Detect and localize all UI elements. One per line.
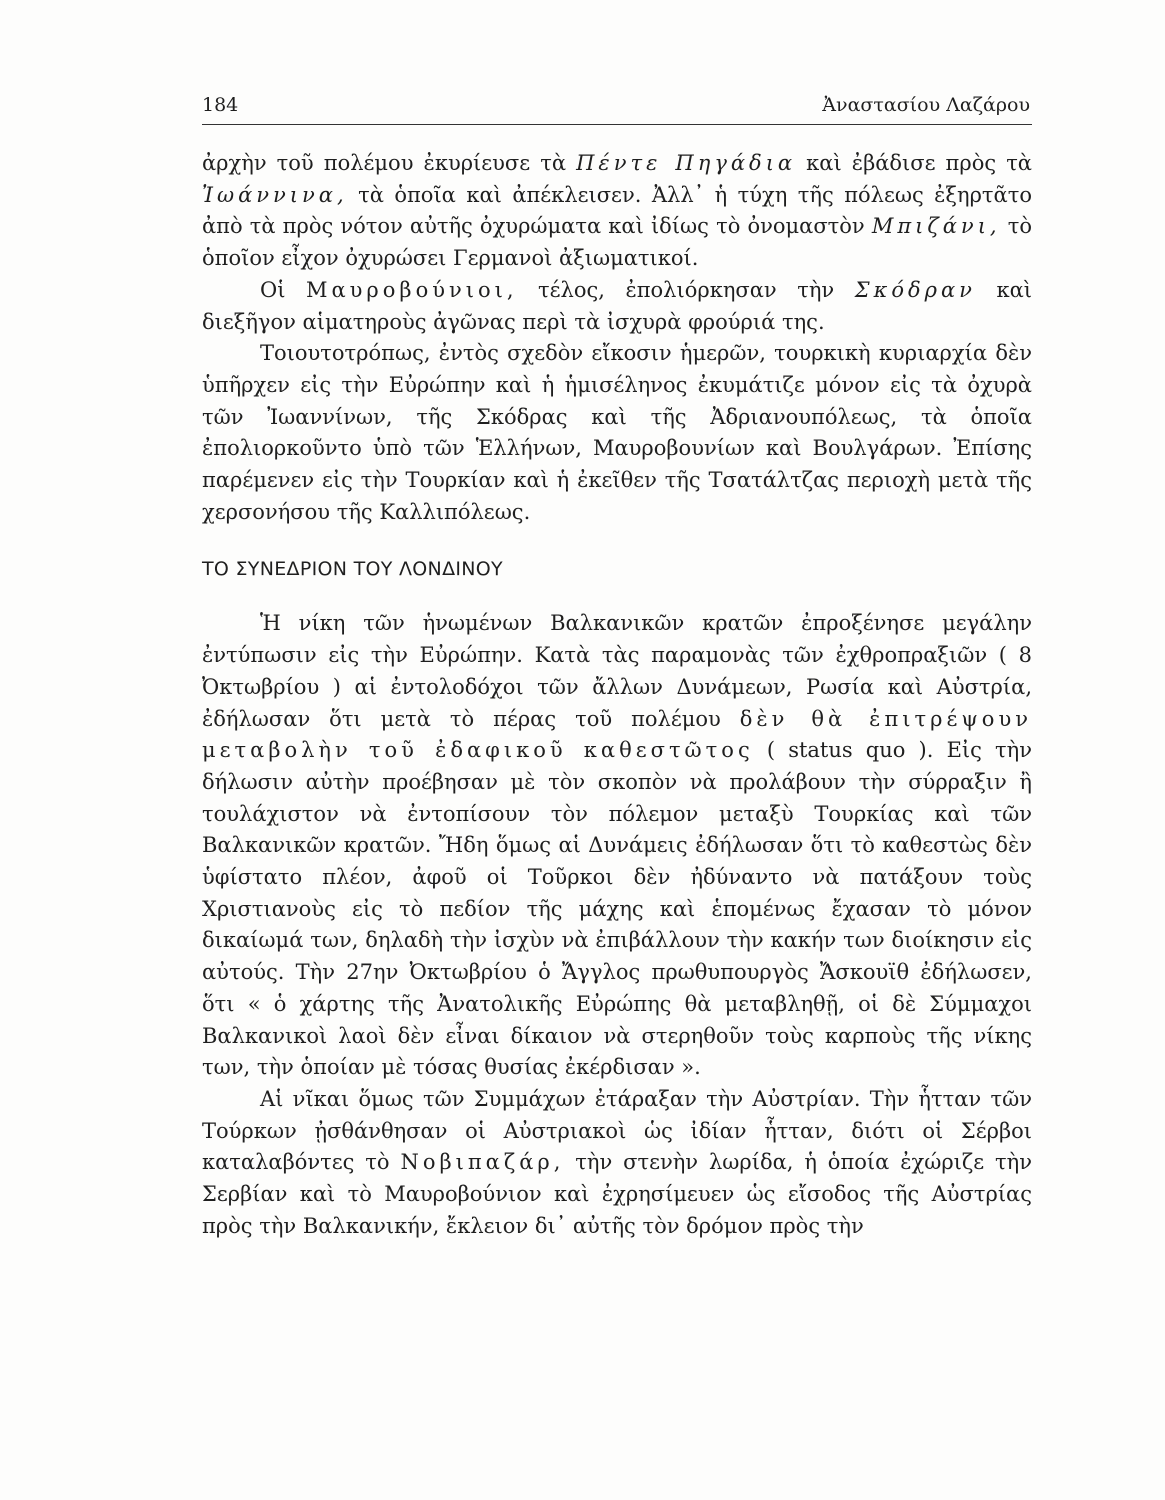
text-run: Οἱ [260,277,306,302]
emphasis-novipazar: Νοβιπαζάρ, [400,1150,565,1175]
paragraph-4 [202,608,1032,1084]
paragraph-1 [202,148,1032,275]
text-run: καὶ διεξῆγον αἱματηροὺς ἀγῶνας περὶ τὰ ἰσχυρὰ φρούριά της. [202,277,1032,334]
page-number: 184 [202,94,239,116]
running-header [202,88,1032,125]
text-run: Αἱ νῖκαι ὅμως τῶν Συμμάχων ἐτάραξαν τὴν Αὐστρίαν. Τὴν ἧτταν τῶν Τούρκων ᾐσθάνθησαν οἱ Αὐστριακοὶ ὡς ἰδίαν ἧτταν, διότι οἱ Σέρβοι καταλαβόντες τὸ [202,1086,1032,1175]
page-body [202,148,1032,1243]
text-run: Ἡ νίκη τῶν ἡνωμένων Βαλκανικῶν κρατῶν ἐπροξένησε μεγάλην ἐντύπωσιν εἰς τὴν Εὐρώπην. Κατὰ τὰς παραμονὰς τῶν ἐχθροπραξιῶν ( 8 Ὀκτωβρίου ) αἱ ἐντολοδόχοι τῶν ἄλλων Δυνάμεων, Ρωσία καὶ Αὐστρία, ἐδήλωσαν ὅτι μετὰ τὸ πέρας τοῦ πολέμου [202,611,1032,731]
emphasis-mavrovounioi: Μαυροβούνιοι, [305,277,518,302]
text-run: ἀρχὴν τοῦ πολέμου ἐκυρίευσε τὰ [202,151,577,175]
paragraph-2 [202,275,1032,338]
emphasis-pente-pigadia: Πέντε Πηγάδια [576,151,797,175]
text-run: καὶ ἐβάδισε πρὸς τὰ [796,151,1032,175]
emphasis-skodra: Σκόδραν [854,277,976,302]
emphasis-bizani: Μπιζάνι, [871,214,1001,239]
text-run: τὰ ὁποῖα καὶ ἀπέκλεισεν. Ἀλλ᾽ ἡ τύχη τῆς πόλεως ἐξηρτᾶτο ἀπὸ τὰ πρὸς νότον αὐτῆς ὀχυρώματα καὶ ἰδίως τὸ ὀνομαστὸν [202,182,1032,239]
text-run: ( status quo ). Εἰς τὴν δήλωσιν αὐτὴν προέβησαν μὲ τὸν σκοπὸν νὰ προλάβουν τὴν σύρραξιν ἢ τουλάχιστον νὰ ἐντοπίσουν τὸν πόλεμον μεταξὺ Τουρκίας καὶ τῶν Βαλκανικῶν κρατῶν. Ἤδη ὅμως αἱ Δυνάμεις ἐδήλωσαν ὅτι τὸ καθεστὼς δὲν ὑφίστατο πλέον, ἀφοῦ οἱ Τοῦρκοι δὲν ἠδύναντο νὰ πατάξουν τοὺς Χριστιανοὺς εἰς τὸ πεδίον τῆς μάχης καὶ ἑπομένως ἔχασαν τὸ μόνον δικαίωμά των, δηλαδὴ τὴν ἰσχὺν νὰ ἐπιβάλλουν τὴν κακήν των διοίκησιν εἰς αὐτούς. Τὴν 27ην Ὀκτωβρίου ὁ Ἄγγλος πρωθυπουργὸς Ἄσκουϊθ ἐδήλωσεν, ὅτι « ὁ χάρτης τῆς Ἀνατολικῆς Εὐρώπης θὰ μεταβληθῇ, οἱ δὲ Σύμμαχοι Βαλκανικοὶ λαοὶ δὲν εἶναι δίκαιον νὰ στερηθοῦν τοὺς καρποὺς τῆς νίκης των, τὴν ὁποίαν μὲ τόσας θυσίας ἐκέρδισαν ». [202,738,1033,1080]
paragraph-5 [202,1084,1032,1243]
emphasis-ioannina: Ἰωάννινα, [202,182,348,207]
emphasis-status-quo-phrase: δὲν θὰ ἐπιτρέψουν μεταβολὴν τοῦ ἐδαφικοῦ καθεστῶτος [202,706,1032,763]
text-run: τὴν στενὴν λωρίδα, ἡ ὁποία ἐχώριζε τὴν Σερβίαν καὶ τὸ Μαυροβούνιον καὶ ἐχρησίμευεν ὡς εἴσοδος τῆς Αὐστρίας πρὸς τὴν Βαλκανικήν, ἔκλειον δι᾽ αὐτῆς τὸν δρόμον πρὸς τὴν [202,1150,1032,1238]
text-run: τὸ ὁποῖον εἶχον ὀχυρώσει Γερμανοὶ ἀξιωματικοί. [202,214,1032,271]
running-head-author: Ἀναστασίου Λαζάρου [822,94,1030,116]
paragraph-3: Τοιουτοτρόπως, ἐντὸς σχεδὸν εἴκοσιν ἡμερῶν, τουρκικὴ κυριαρχία δὲν ὑπῆρχεν εἰς τὴν Εὐρώπην καὶ ἡ ἡμισέληνος ἐκυμάτιζε μόνον εἰς τὰ ὀχυρὰ τῶν Ἰωαννίνων, τῆς Σκόδρας καὶ τῆς Ἀδριανουπόλεως, τὰ ὁποῖα ἐπολιορκοῦντο ὑπὸ τῶν Ἑλλήνων, Μαυροβουνίων καὶ Βουλγάρων. Ἐπίσης παρέμενεν εἰς τὴν Τουρκίαν καὶ ἡ ἐκεῖθεν τῆς Τσατάλτζας περιοχὴ μετὰ τῆς χερσονήσου τῆς Καλλιπόλεως. [202,341,1032,524]
section-title: ΤΟ ΣΥΝΕΔΡΙΟΝ ΤΟΥ ΛΟΝΔΙΝΟΥ [202,558,503,581]
text-run: τέλος, ἐπολιόρκησαν τὴν [517,277,855,302]
